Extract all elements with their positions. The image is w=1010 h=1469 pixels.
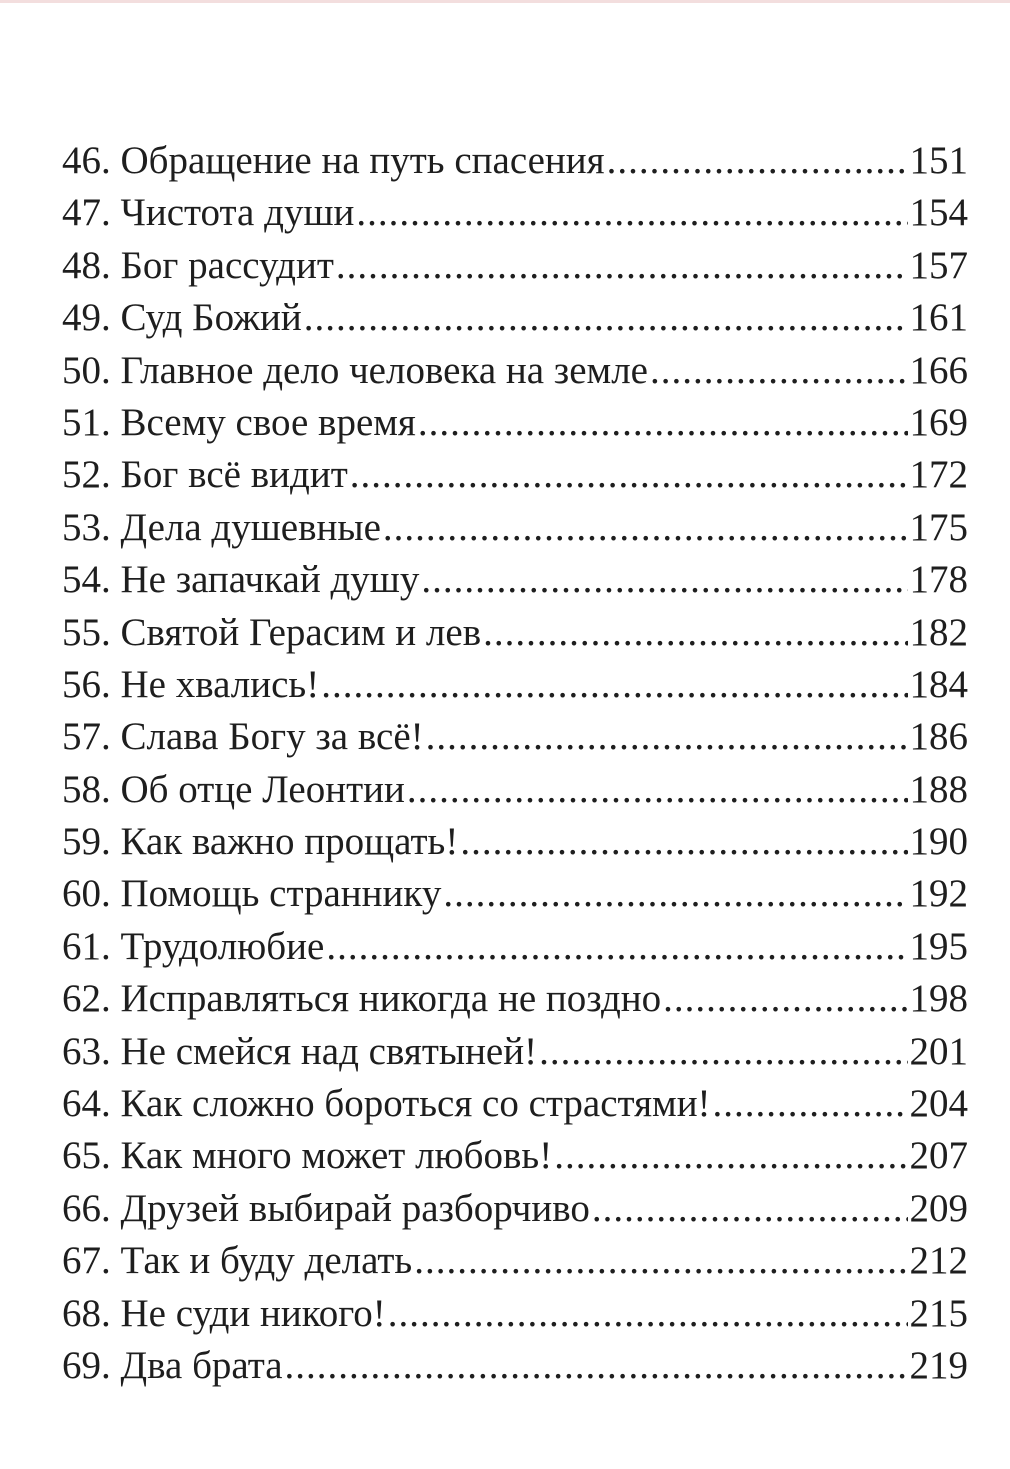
- toc-entry: [62, 1183, 968, 1235]
- toc-entry-page: 178: [909, 558, 968, 602]
- toc-entry-title: 52. Бог всё видит: [62, 453, 348, 497]
- toc-entry-title: 53. Дела душевные: [62, 505, 381, 549]
- toc-entry-title: 61. Трудолюбие: [62, 924, 325, 968]
- toc-entry-title: 63. Не смейся над святыней!: [62, 1029, 538, 1073]
- toc-entry-title: 59. Как важно прощать!: [62, 820, 459, 864]
- toc-entry-title: 49. Суд Божий: [62, 296, 302, 340]
- dot-leader: [650, 345, 908, 397]
- toc-entry-title: 47. Чистота души: [62, 191, 355, 235]
- toc-entry-page: 192: [909, 872, 968, 916]
- toc-entry: [62, 607, 968, 659]
- toc-entry-page: 195: [909, 924, 968, 968]
- toc-entry: [62, 973, 968, 1025]
- toc-entry-page: 161: [909, 296, 968, 340]
- toc-entry-title: 57. Слава Богу за всё!: [62, 715, 424, 759]
- toc-entry: [62, 711, 968, 763]
- toc-entry: [62, 868, 968, 920]
- toc-entry-title: 50. Главное дело человека на земле: [62, 348, 648, 392]
- dot-leader: [443, 868, 907, 920]
- dot-leader: [388, 1288, 908, 1340]
- toc-entry-page: 209: [909, 1186, 968, 1230]
- toc-entry: [62, 1130, 968, 1182]
- toc-entry: [62, 1235, 968, 1287]
- toc-entry: [62, 292, 968, 344]
- toc-entry-title: 64. Как сложно бороться со страстями!: [62, 1082, 711, 1126]
- toc-entry: [62, 1340, 968, 1392]
- dot-leader: [321, 659, 907, 711]
- dot-leader: [713, 1078, 908, 1130]
- toc-entry-title: 65. Как много может любовь!: [62, 1134, 553, 1178]
- toc-entry-page: 215: [909, 1291, 968, 1335]
- dot-leader: [426, 711, 908, 763]
- toc-entry-title: 66. Друзей выбирай разборчиво: [62, 1186, 590, 1230]
- toc-entry: [62, 449, 968, 501]
- toc-entry: [62, 345, 968, 397]
- dot-leader: [304, 292, 908, 344]
- toc-entry: [62, 1078, 968, 1130]
- toc-entry: [62, 187, 968, 239]
- toc-entry-page: 169: [909, 400, 968, 444]
- dot-leader: [407, 764, 908, 816]
- toc-entry-page: 212: [909, 1239, 968, 1283]
- toc-entry-title: 56. Не хвались!: [62, 662, 320, 706]
- toc-entry: [62, 240, 968, 292]
- dot-leader: [383, 502, 908, 554]
- dot-leader: [421, 554, 907, 606]
- toc-entry-title: 48. Бог рассудит: [62, 243, 334, 287]
- toc-entry-title: 68. Не суди никого!: [62, 1291, 386, 1335]
- dot-leader: [336, 240, 908, 292]
- toc-entry-title: 62. Исправляться никогда не поздно: [62, 977, 662, 1021]
- toc-entry: [62, 921, 968, 973]
- toc-entry: [62, 1288, 968, 1340]
- toc-entry: [62, 554, 968, 606]
- toc-entry-page: 182: [909, 610, 968, 654]
- toc-entry-title: 51. Всему свое время: [62, 400, 416, 444]
- toc-entry-page: 166: [909, 348, 968, 392]
- dot-leader: [418, 397, 908, 449]
- toc-entry-page: 186: [909, 715, 968, 759]
- dot-leader: [285, 1340, 908, 1392]
- dot-leader: [539, 1026, 907, 1078]
- toc-entry-page: 198: [909, 977, 968, 1021]
- top-edge-strip: [0, 0, 1010, 3]
- toc-entry: [62, 816, 968, 868]
- toc-entry-page: 157: [909, 243, 968, 287]
- toc-entry-title: 60. Помощь страннику: [62, 872, 442, 916]
- toc-entry-page: 154: [909, 191, 968, 235]
- dot-leader: [554, 1130, 907, 1182]
- toc-entry: [62, 659, 968, 711]
- dot-leader: [414, 1235, 907, 1287]
- dot-leader: [356, 187, 907, 239]
- toc-entry: [62, 135, 968, 187]
- toc-entry-page: 172: [909, 453, 968, 497]
- dot-leader: [607, 135, 908, 187]
- toc-entry-page: 184: [909, 662, 968, 706]
- dot-leader: [460, 816, 907, 868]
- toc-entry-title: 67. Так и буду делать: [62, 1239, 413, 1283]
- toc-entry-page: 190: [909, 820, 968, 864]
- toc-entry-page: 204: [909, 1082, 968, 1126]
- toc-entry-page: 219: [909, 1343, 968, 1387]
- dot-leader: [483, 607, 907, 659]
- toc-entry-page: 201: [909, 1029, 968, 1073]
- dot-leader: [326, 921, 907, 973]
- toc-entry: [62, 397, 968, 449]
- toc-entry-title: 55. Святой Герасим и лев: [62, 610, 482, 654]
- toc-entry: [62, 764, 968, 816]
- toc-entry: [62, 502, 968, 554]
- dot-leader: [350, 449, 908, 501]
- table-of-contents: [62, 135, 968, 1392]
- toc-entry-page: 151: [909, 139, 968, 182]
- toc-entry-title: 54. Не запачкай душу: [62, 558, 420, 602]
- toc-entry-page: 175: [909, 505, 968, 549]
- toc-entry-page: 207: [909, 1134, 968, 1178]
- toc-entry-title: 58. Об отце Леонтии: [62, 767, 405, 811]
- dot-leader: [663, 973, 907, 1025]
- toc-entry-page: 188: [909, 767, 968, 811]
- dot-leader: [592, 1183, 908, 1235]
- toc-entry: [62, 1026, 968, 1078]
- toc-entry-title: 69. Два брата: [62, 1343, 283, 1387]
- toc-entry-title: 46. Обращение на путь спасения: [62, 139, 605, 182]
